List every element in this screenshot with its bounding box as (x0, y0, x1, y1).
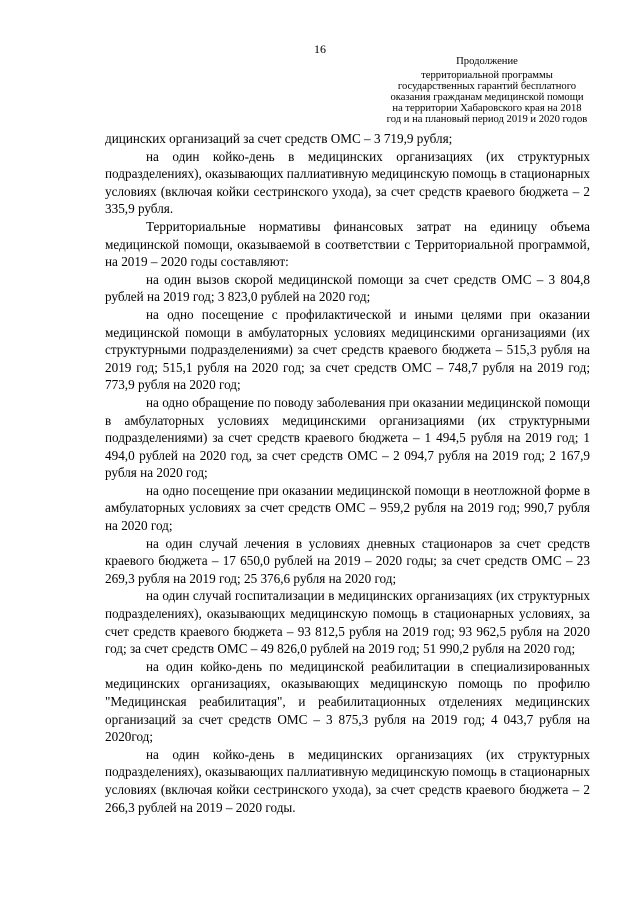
paragraph: на один койко-день в медицинских организациях (их структурных подразделениях), оказывающих паллиативную медицинскую помощь в стационарных условиях (включая койки сестринского ухода), за счет средств краевого бюджета – 2 335,9 рубля. (105, 148, 590, 217)
document-body (105, 130, 590, 816)
paragraph: на один случай лечения в условиях дневных стационаров за счет средств краевого бюджета – 17 650,0 рублей на 2019 – 2020 годы; за счет средств ОМС – 23 269,3 рубля на 2019 год; 25 376,6 рубля на 2020 год; (105, 535, 590, 586)
paragraph: на одно посещение при оказании медицинской помощи в неотложной форме в амбулаторных условиях за счет средств ОМС – 959,2 рубля на 2019 год; 990,7 рубля на 2020 год; (105, 482, 590, 534)
paragraph: на одно обращение по поводу заболевания при оказании медицинской помощи в амбулаторных условиях медицинскими организациями (их структурными подразделениями) за счет средств краевого бюджета – 1 494,5 рубля на 2019 год; 1 494,0 рублей на 2020 год, за счет средств ОМС – 2 094,7 рубля на 2019 год; 2 167,9 рубля на 2020 год; (105, 394, 590, 481)
paragraph: на одно посещение с профилактической и иными целями при оказании медицинской помощи в амбулаторных условиях медицинскими организациями (их структурными подразделениями) за счет средств краевого бюджета – 515,3 рубля на 2019 год; 515,1 рубля на 2020 год; за счет средств ОМС – 748,7 рубля на 2019 год; 773,9 рубля на 2020 год; (105, 306, 590, 393)
running-header (384, 56, 590, 125)
paragraph-continuation: дицинских организаций за счет средств ОМС – 3 719,9 рубля; (105, 131, 453, 146)
header-program-title: территориальной программы государственных гарантий бесплатного оказания гражданам медицинской помощи на территории Хабаровского края на 2018 год и на плановый период 2019 и 2020 годов (386, 70, 588, 125)
page-number: 16 (314, 42, 326, 56)
paragraph: на один вызов скорой медицинской помощи за счет средств ОМС – 3 804,8 рублей на 2019 год; 3 823,0 рублей на 2020 год; (105, 271, 590, 305)
header-continued-label: Продолжение (456, 56, 518, 67)
paragraph: на один случай госпитализации в медицинских организациях (их структурных подразделениях), оказывающих медицинскую помощь в стационарных условиях, за счет средств краевого бюджета – 93 812,5 рубля на 2019 год; 93 962,5 рубля на 2020 год; за счет средств ОМС – 49 826,0 рублей на 2019 год; 51 990,2 рубля на 2020 год; (105, 588, 590, 657)
paragraph: на один койко-день по медицинской реабилитации в специализированных медицинских организациях, оказывающих медицинскую помощь по профилю "Медицинская реабилитация", и реабилитационных отделениях медицинских организаций за счет средств ОМС – 3 875,3 рубля на 2019 год; 4 043,7 рубля на 2020год; (105, 658, 590, 745)
paragraph: Территориальные нормативы финансовых затрат на единицу объема медицинской помощи, оказываемой в соответствии с Территориальной программой, на 2019 – 2020 годы составляют: (105, 218, 590, 270)
paragraph: на один койко-день в медицинских организациях (их структурных подразделениях), оказывающих паллиативную медицинскую помощь в стационарных условиях (включая койки сестринского ухода), за счет средств краевого бюджета – 2 266,3 рублей на 2019 – 2020 годы. (105, 746, 590, 815)
